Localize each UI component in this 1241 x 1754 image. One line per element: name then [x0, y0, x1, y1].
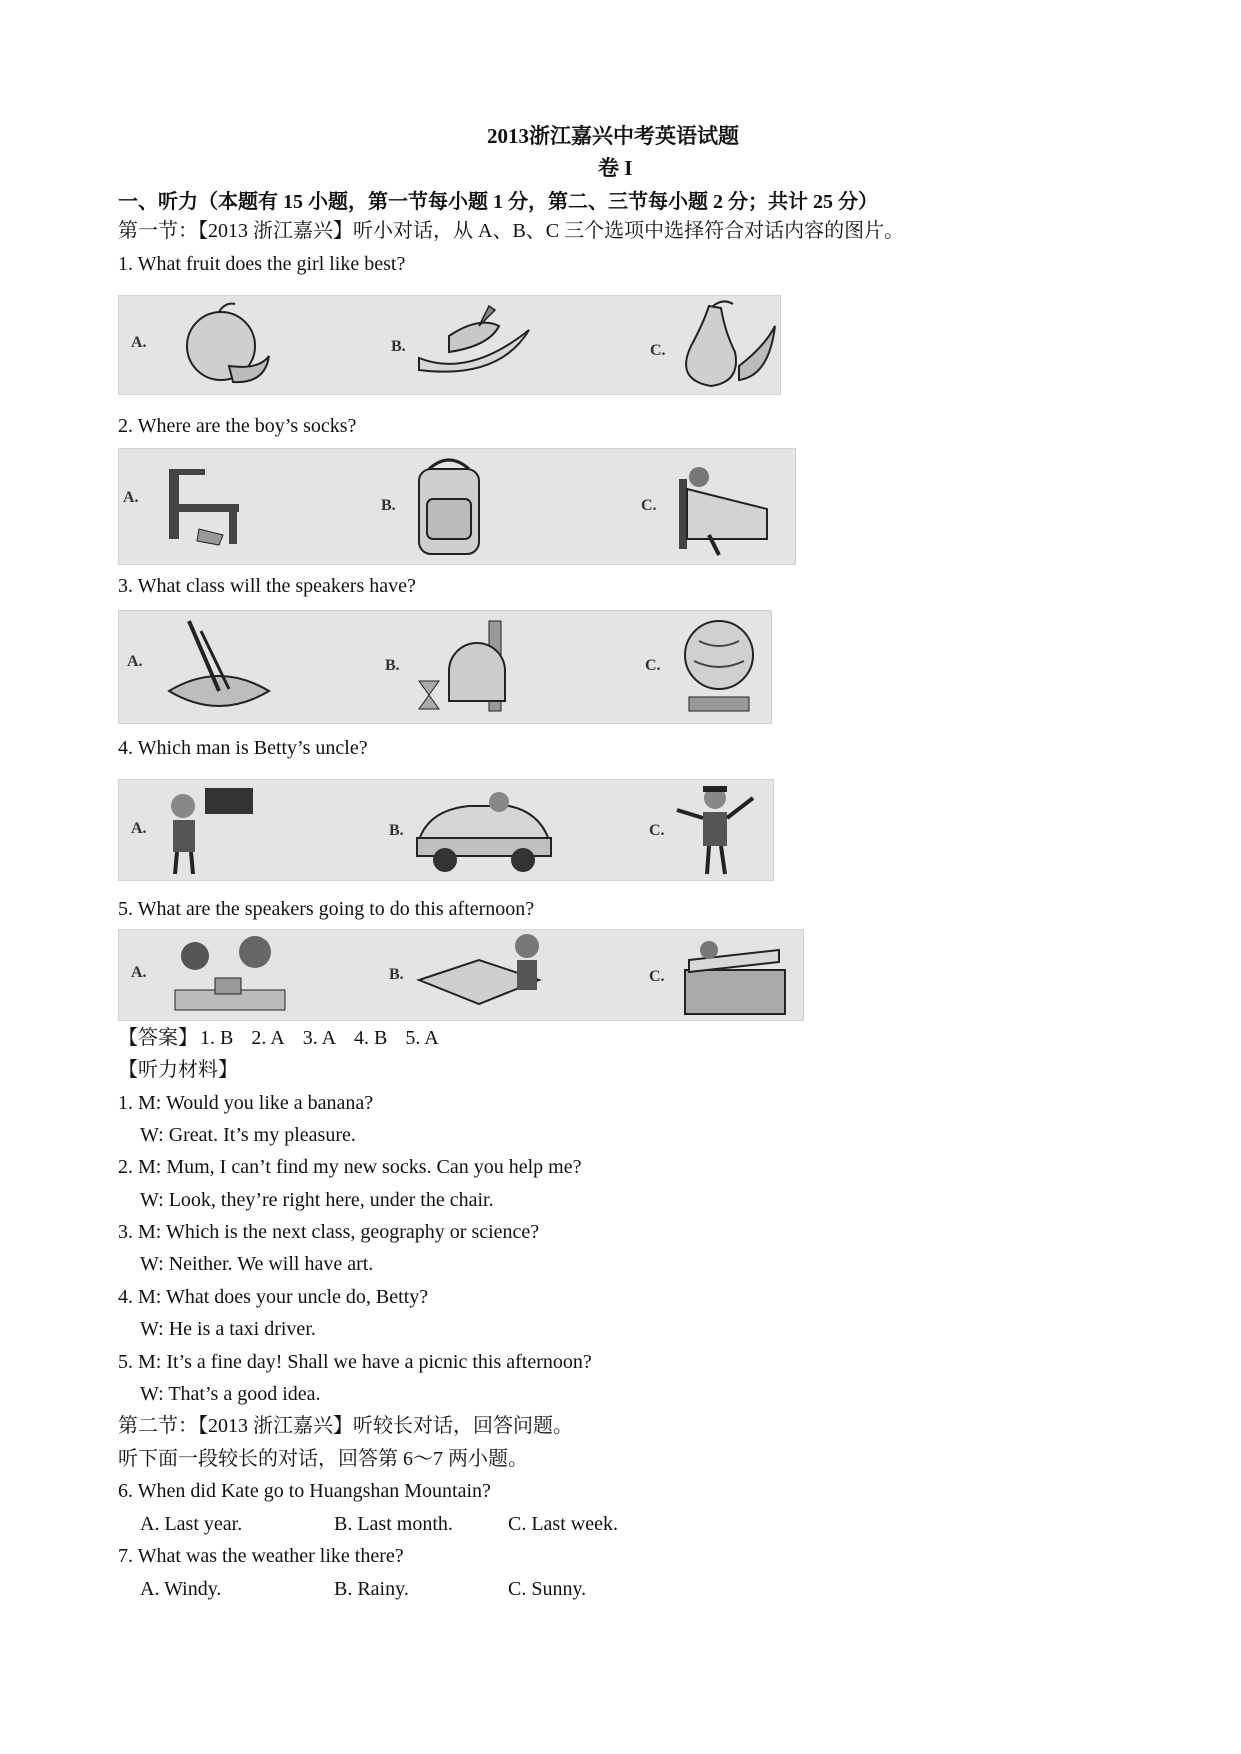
- option-c-label: C.: [649, 968, 665, 985]
- option-b-label: B.: [389, 822, 404, 839]
- peach-icon: [159, 296, 289, 394]
- answer-2: 2. A: [251, 1027, 285, 1049]
- sandbox-icon: [409, 930, 559, 1020]
- section2-subinstruction: 听下面一段较长的对话，回答第 6～7 两小题。: [118, 1448, 528, 1470]
- transcript-line: W: Great. It’s my pleasure.: [140, 1124, 356, 1146]
- question-3: 3. What class will the speakers have?: [118, 575, 416, 597]
- option-b-label: B.: [385, 657, 400, 674]
- answer-3: 3. A: [302, 1027, 337, 1049]
- teacher-icon: [155, 780, 265, 880]
- option-c-label: C.: [645, 657, 661, 674]
- lab-equipment-icon: [409, 611, 529, 723]
- question-1-figure: [118, 295, 781, 395]
- question-5-figure: [118, 929, 804, 1021]
- q6-option-a: A. Last year.: [140, 1513, 243, 1535]
- transcript-line: W: That’s a good idea.: [140, 1383, 321, 1405]
- option-a-label: A.: [131, 334, 147, 351]
- picnic-icon: [155, 930, 305, 1020]
- bed-icon: [659, 449, 789, 564]
- answer-4: 4. B: [354, 1027, 388, 1049]
- transcript-line: 5. M: It’s a fine day! Shall we have a picnic this afternoon?: [118, 1351, 592, 1373]
- question-5: 5. What are the speakers going to do this afternoon?: [118, 898, 535, 920]
- banana-icon: [409, 296, 549, 394]
- question-1: 1. What fruit does the girl like best?: [118, 253, 406, 275]
- section2-instruction: 第二节：【2013 浙江嘉兴】听较长对话，回答问题。: [118, 1415, 573, 1437]
- question-7: 7. What was the weather like there?: [118, 1545, 404, 1567]
- q7-option-a: A. Windy.: [140, 1578, 222, 1600]
- paint-palette-icon: [149, 611, 289, 723]
- section1-instruction: 第一节：【2013 浙江嘉兴】听小对话，从 A、B、C 三个选项中选择符合对话内容的图片。: [118, 220, 905, 242]
- chair-icon: [149, 449, 259, 564]
- option-a-label: A.: [131, 964, 147, 981]
- q6-option-b: B. Last month.: [334, 1513, 453, 1535]
- transcript-line: 2. M: Mum, I can’t find my new socks. Can you help me?: [118, 1156, 582, 1178]
- answer-5: 5. A: [405, 1027, 439, 1049]
- option-c-label: C.: [650, 342, 666, 359]
- part-heading: 一、听力（本题有 15 小题，第一节每小题 1 分，第二、三节每小题 2 分；共计 25 分）: [118, 191, 878, 213]
- option-c-label: C.: [641, 497, 657, 514]
- question-4: 4. Which man is Betty’s uncle?: [118, 737, 368, 759]
- q6-option-c: C. Last week.: [508, 1513, 618, 1535]
- question-6: 6. When did Kate go to Huangshan Mountain?: [118, 1480, 491, 1502]
- transcript-line: W: Look, they’re right here, under the chair.: [140, 1189, 494, 1211]
- page-title: 2013浙江嘉兴中考英语试题: [487, 124, 739, 148]
- volume-label: 卷 I: [598, 156, 633, 180]
- policeman-icon: [669, 780, 769, 880]
- pear-icon: [669, 296, 779, 394]
- transcript-line: 4. M: What does your uncle do, Betty?: [118, 1286, 429, 1308]
- globe-icon: [669, 611, 769, 723]
- option-b-label: B.: [389, 966, 404, 983]
- question-4-figure: [118, 779, 774, 881]
- transcript-line: W: Neither. We will have art.: [140, 1253, 374, 1275]
- backpack-icon: [399, 449, 509, 564]
- option-a-label: A.: [131, 820, 147, 837]
- option-c-label: C.: [649, 822, 665, 839]
- answer-label: 【答案】: [118, 1027, 198, 1049]
- transcript-line: 1. M: Would you like a banana?: [118, 1092, 374, 1114]
- transcript-line: W: He is a taxi driver.: [140, 1318, 316, 1340]
- transcript-label: 【听力材料】: [118, 1059, 238, 1081]
- taxi-icon: [409, 780, 559, 880]
- answer-line: [118, 1025, 457, 1051]
- option-b-label: B.: [381, 497, 396, 514]
- option-b-label: B.: [391, 338, 406, 355]
- question-3-figure: [118, 610, 772, 724]
- q7-option-b: B. Rainy.: [334, 1578, 409, 1600]
- option-a-label: A.: [123, 489, 139, 506]
- answer-1: 1. B: [200, 1027, 234, 1049]
- option-a-label: A.: [127, 653, 143, 670]
- q7-option-c: C. Sunny.: [508, 1578, 587, 1600]
- question-2: 2. Where are the boy’s socks?: [118, 415, 357, 437]
- sunbathing-icon: [669, 930, 799, 1020]
- transcript-line: 3. M: Which is the next class, geography or science?: [118, 1221, 540, 1243]
- question-2-figure: [118, 448, 796, 565]
